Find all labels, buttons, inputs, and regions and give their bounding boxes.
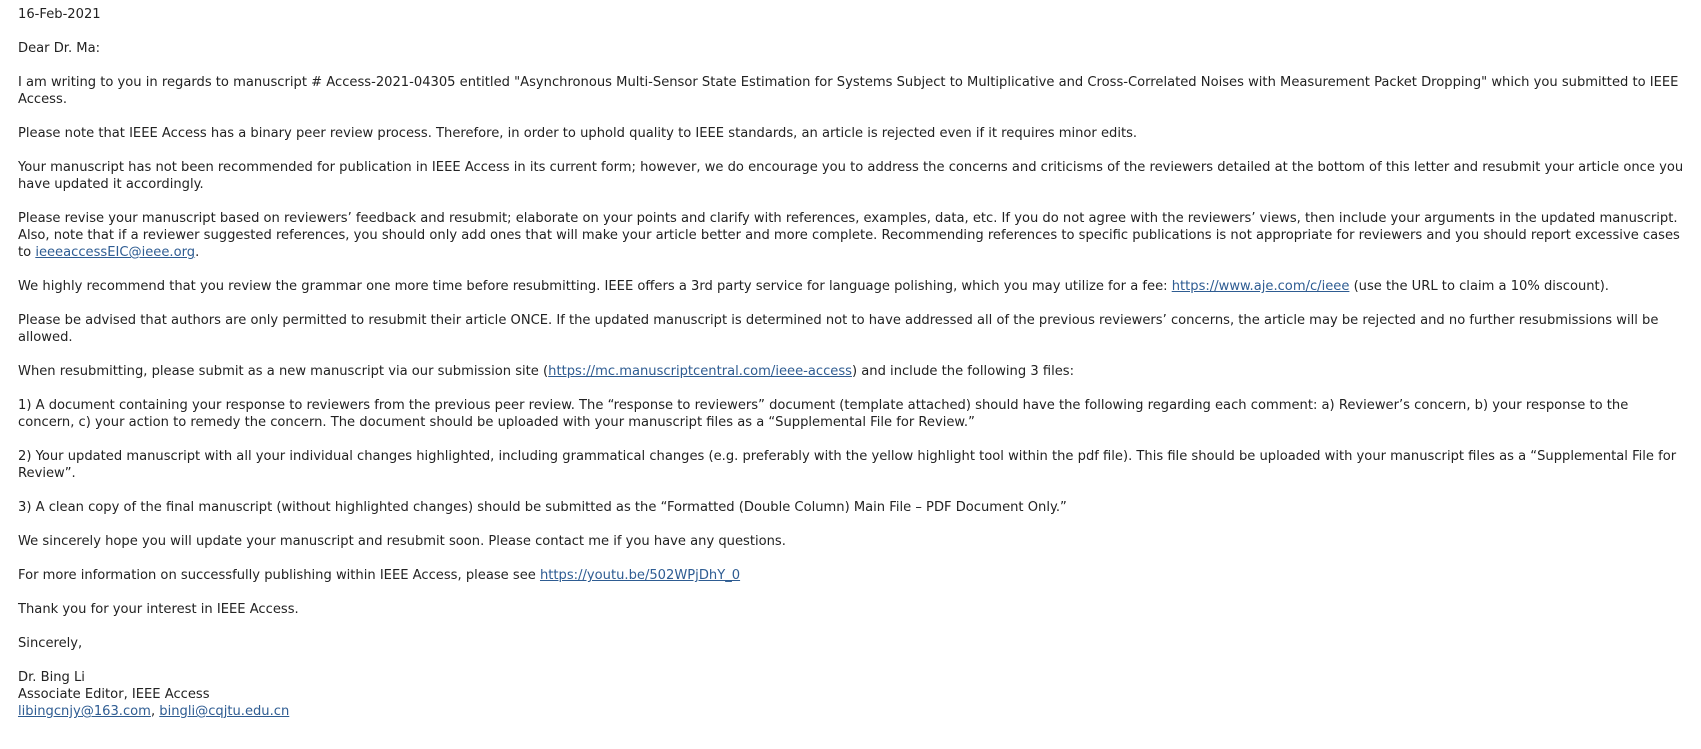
paragraph-more-info bbox=[18, 567, 1687, 584]
paragraph-resubmission-site bbox=[18, 363, 1687, 380]
email-separator: , bbox=[150, 704, 160, 719]
editor-email-link-163[interactable]: libingcnjy@163.com bbox=[18, 704, 151, 719]
paragraph-resubmit-once: Please be advised that authors are only permitted to resubmit their article ONCE. If the updated manuscript is determined not to have addressed all of the previous reviewers’ concerns, the article may be rejected and no further resubmissions will be allowed. bbox=[18, 313, 1659, 345]
letter-closing: Sincerely, bbox=[18, 636, 83, 651]
grammar-text-end: (use the URL to claim a 10% discount). bbox=[1349, 279, 1609, 294]
resubmit-text-end: ) and include the following 3 files: bbox=[851, 364, 1074, 379]
paragraph-not-recommended: Your manuscript has not been recommended for publication in IEEE Access in its current form; however, we do encourage you to address the concerns and criticisms of the reviewers detailed at the bottom of this letter and resubmit your article once you have updated it accordingly. bbox=[18, 160, 1684, 192]
more-info-text: For more information on successfully publishing within IEEE Access, please see bbox=[18, 568, 540, 583]
paragraph-revise-instructions bbox=[18, 210, 1687, 261]
file-item-clean-copy: 3) A clean copy of the final manuscript (without highlighted changes) should be submitted as the “Formatted (Double Column) Main File – PDF Document Only.” bbox=[18, 500, 1067, 515]
signature-name: Dr. Bing Li bbox=[18, 670, 85, 685]
editor-email-link-cqjtu[interactable]: bingli@cqjtu.edu.cn bbox=[159, 704, 290, 719]
signature-emails bbox=[18, 703, 1687, 720]
paragraph-thanks: Thank you for your interest in IEEE Access. bbox=[18, 602, 299, 617]
letter-greeting: Dear Dr. Ma: bbox=[18, 41, 101, 56]
email-letter-body bbox=[18, 6, 1687, 720]
signature-title: Associate Editor, IEEE Access bbox=[18, 687, 210, 702]
resubmit-text: When resubmitting, please submit as a new manuscript via our submission site ( bbox=[18, 364, 549, 379]
file-item-response-to-reviewers: 1) A document containing your response to reviewers from the previous peer review. The “response to reviewers” document (template attached) should have the following regarding each comment: a) Reviewer’s concern, b) your response to the concern, c) your action to remedy the concern. The document should be uploaded with your manuscript files as a “Supplemental File for Review.” bbox=[18, 398, 1629, 430]
revise-text: Please revise your manuscript based on reviewers’ feedback and resubmit; elaborate on your points and clarify with references, examples, data, etc. If you do not agree with the reviewers’ views, then include your arguments in the updated manuscript. Also, note that if a reviewer suggested references, you should only add ones that will make your article better and more complete. Recommending references to specific publications is not appropriate for reviewers and you should report excessive cases to bbox=[18, 211, 1680, 260]
paragraph-binary-review: Please note that IEEE Access has a binary peer review process. Therefore, in order to uphold quality to IEEE standards, an article is rejected even if it requires minor edits. bbox=[18, 126, 1138, 141]
manuscript-central-link[interactable]: https://mc.manuscriptcentral.com/ieee-access bbox=[548, 364, 852, 379]
eic-email-link[interactable]: ieeeaccessEIC@ieee.org bbox=[35, 245, 196, 260]
paragraph-grammar-recommendation bbox=[18, 278, 1687, 295]
youtube-link[interactable]: https://youtu.be/502WPjDhY_0 bbox=[539, 568, 741, 583]
revise-text-end: . bbox=[195, 245, 200, 260]
paragraph-manuscript-intro: I am writing to you in regards to manuscript # Access-2021-04305 entitled "Asynchronous Multi-Sensor State Estimation for Systems Subject to Multiplicative and Cross-Correlated Noises with Measurement Packet Dropping" which you submitted to IEEE Access. bbox=[18, 75, 1679, 107]
file-item-highlighted-manuscript: 2) Your updated manuscript with all your individual changes highlighted, including grammatical changes (e.g. preferably with the yellow highlight tool within the pdf file). This file should be uploaded with your manuscript files as a “Supplemental File for Review”. bbox=[18, 449, 1677, 481]
paragraph-hope-resubmit: We sincerely hope you will update your manuscript and resubmit soon. Please contact me if you have any questions. bbox=[18, 534, 786, 549]
grammar-text: We highly recommend that you review the grammar one more time before resubmitting. IEEE offers a 3rd party service for language polishing, which you may utilize for a fee: bbox=[18, 279, 1172, 294]
letter-date: 16-Feb-2021 bbox=[18, 7, 101, 22]
aje-link[interactable]: https://www.aje.com/c/ieee bbox=[1171, 279, 1350, 294]
